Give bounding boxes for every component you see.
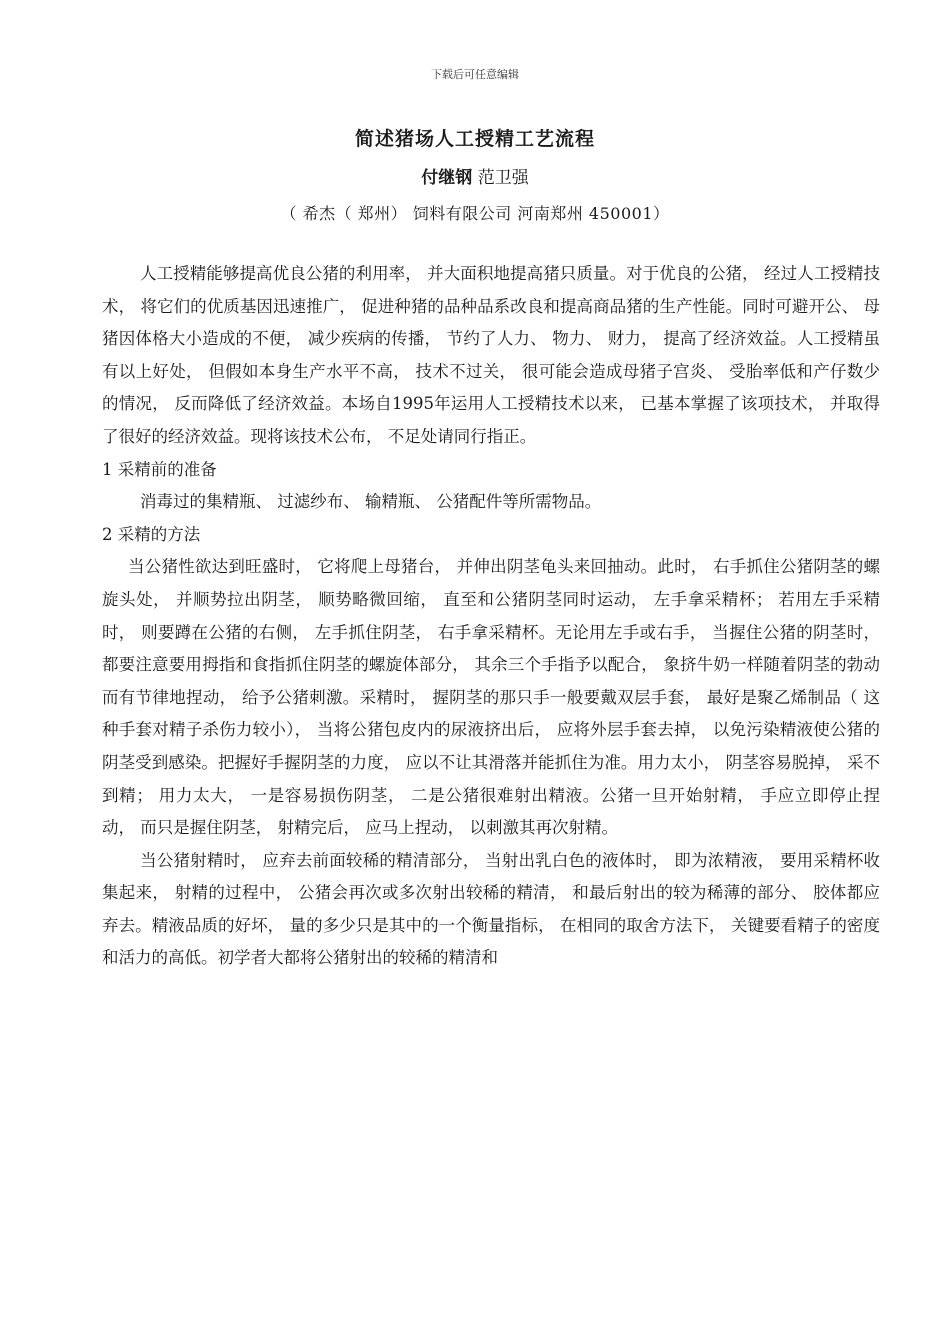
document-title: 简述猪场人工授精工艺流程: [354, 128, 595, 150]
intro-paragraph: 人工授精能够提高优良公猪的利用率， 并大面积地提高猪只质量。对于优良的公猪， 经过人工授精技术， 将它们的优质基因迅速推广， 促进种猪的品种品系改良和提高商品猪的生产性能。同时可避开公、 母猪因体格大小造成的不便， 减少疾病的传播， 节约了人力、 物力、 财力， 提高了经济效益。人工授精虽有以上好处， 但假如本身生产水平不高， 技术不过关， 很可能会造成母猪子宫炎、 受胎率低和产仔数少的情况， 反而降低了经济效益。本场自1995年运用人工授精技术以来， 已基本掌握了该项技术， 并取得了很好的经济效益。现将该技术公布， 不足处请同行指正。: [102, 264, 880, 446]
header-note: 下载后可任意编辑: [431, 68, 519, 81]
section-2-paragraph-2: 当公猪射精时， 应弃去前面较稀的精清部分， 当射出乳白色的液体时， 即为浓精液， 要用采精杯收集起来， 射精的过程中， 公猪会再次或多次射出较稀的精清， 和最后射出的较为稀薄的部分、 胶体都应弃去。精液品质的好坏， 量的多少只是其中的一个衡量指标， 在相同的取舍方法下， 关键要看精子的密度和活力的高低。初学者大都将公猪射出的较稀的精清和: [102, 850, 880, 968]
section-1-heading: 1 采精前的准备: [102, 459, 217, 479]
second-author: 范卫强: [477, 168, 529, 188]
section-1-body: 消毒过的集精瓶、 过滤纱布、 输精瓶、 公猪配件等所需物品。: [140, 492, 602, 512]
authors-line: [0, 163, 950, 188]
section-2-paragraph-1: 当公猪性欲达到旺盛时， 它将爬上母猪台， 并伸出阴茎龟头来回抽动。此时， 右手抓住公猪阴茎的螺旋头处， 并顺势拉出阴茎， 顺势略微回缩， 直至和公猪阴茎同时运动， 左手拿采精杯； 若用左手采精时， 则要蹲在公猪的右侧， 左手抓住阴茎， 右手拿采精杯。无论用左手或右手， 当握住公猪的阴茎时， 都要注意要用拇指和食指抓住阴茎的螺旋体部分， 其余三个手指予以配合， 象挤牛奶一样随着阴茎的勃动而有节律地捏动， 给予公猪刺激。采精时， 握阴茎的那只手一般要戴双层手套， 最好是聚乙烯制品（ 这种手套对精子杀伤力较小）， 当将公猪包皮内的尿液挤出后， 应将外层手套去掉， 以免污染精液使公猪的阴茎受到感染。把握好手握阴茎的力度， 应以不让其滑落并能抓住为准。用力太小， 阴茎容易脱掉， 采不到精； 用力太大， 一是容易损伤阴茎， 二是公猪很难射出精液。公猪一旦开始射精， 手应立即停止捏动， 而只是握住阴茎， 射精完后， 应马上捏动， 以刺激其再次射精。: [102, 557, 880, 838]
affiliation: （ 希杰（ 郑州） 饲料有限公司 河南郑州 450001）: [280, 204, 670, 223]
body-text: [102, 258, 880, 975]
main-author: 付继钢: [421, 168, 473, 188]
section-2-heading: 2 采精的方法: [102, 524, 201, 544]
